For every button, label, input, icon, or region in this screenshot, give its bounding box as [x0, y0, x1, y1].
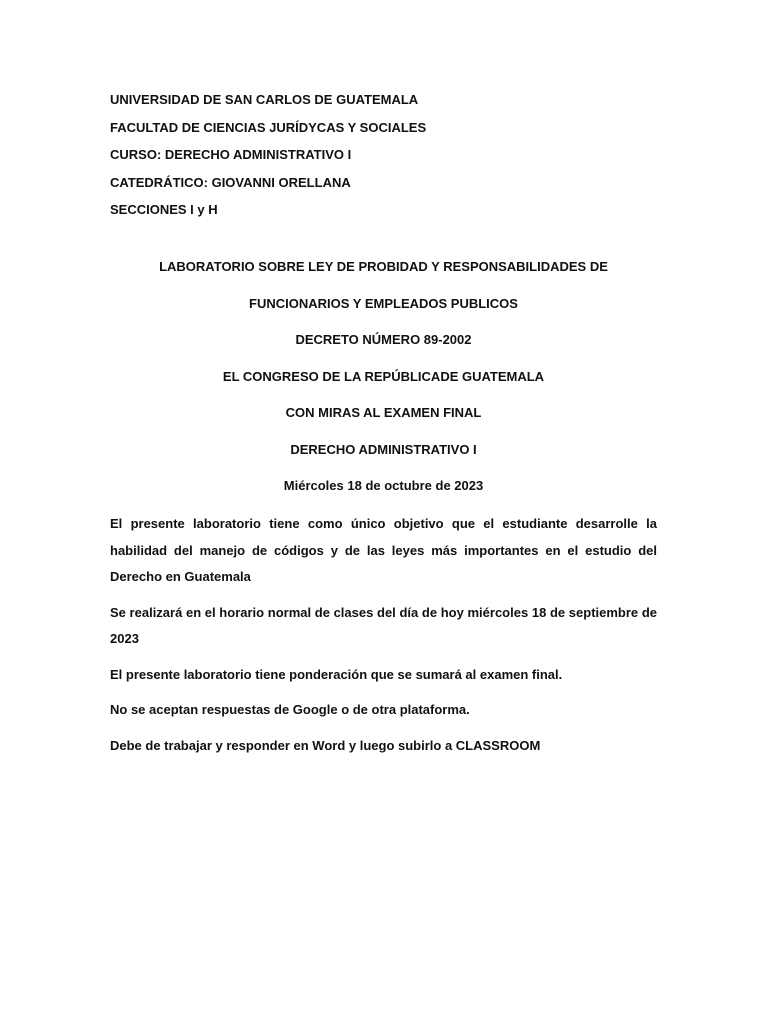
- title-line-1: LABORATORIO SOBRE LEY DE PROBIDAD Y RESPONSABILIDADES DE: [159, 259, 608, 274]
- congress-line: EL CONGRESO DE LA REPÚBLICADE GUATEMALA: [222, 368, 545, 384]
- document-title: [110, 258, 657, 514]
- document-body: [110, 511, 657, 768]
- decree-number: DECRETO NÚMERO 89-2002: [295, 332, 472, 347]
- paragraph-restrictions: No se aceptan respuestas de Google o de otra plataforma.: [110, 702, 470, 717]
- paragraph-submission: Debe de trabajar y responder en Word y luego subirlo a CLASSROOM: [110, 737, 541, 753]
- paragraph-weighting: El presente laboratorio tiene ponderación que se sumará al examen final.: [110, 666, 563, 682]
- document-header: [110, 86, 670, 224]
- sections-label: SECCIONES I y H: [110, 202, 218, 217]
- paragraph-objective: El presente laboratorio tiene como único objetivo que el estudiante desarrolle la habilidad del manejo de códigos y de las leyes más importantes en el estudio del Derecho en Guatemala: [110, 516, 657, 584]
- paragraph-schedule: Se realizará en el horario normal de clases del día de hoy miércoles 18 de septiembre de 2023: [110, 604, 657, 646]
- course-title-line: DERECHO ADMINISTRATIVO I: [290, 441, 477, 457]
- document-date: Miércoles 18 de octubre de 2023: [283, 478, 484, 493]
- title-line-2: FUNCIONARIOS Y EMPLEADOS PUBLICOS: [249, 295, 518, 311]
- university-name: UNIVERSIDAD DE SAN CARLOS DE GUATEMALA: [110, 92, 419, 107]
- faculty-name: FACULTAD DE CIENCIAS JURÍDYCAS Y SOCIALES: [110, 119, 427, 135]
- course-name: CURSO: DERECHO ADMINISTRATIVO I: [110, 147, 352, 162]
- exam-line: CON MIRAS AL EXAMEN FINAL: [285, 405, 482, 420]
- professor-name: CATEDRÁTICO: GIOVANNI ORELLANA: [110, 174, 351, 190]
